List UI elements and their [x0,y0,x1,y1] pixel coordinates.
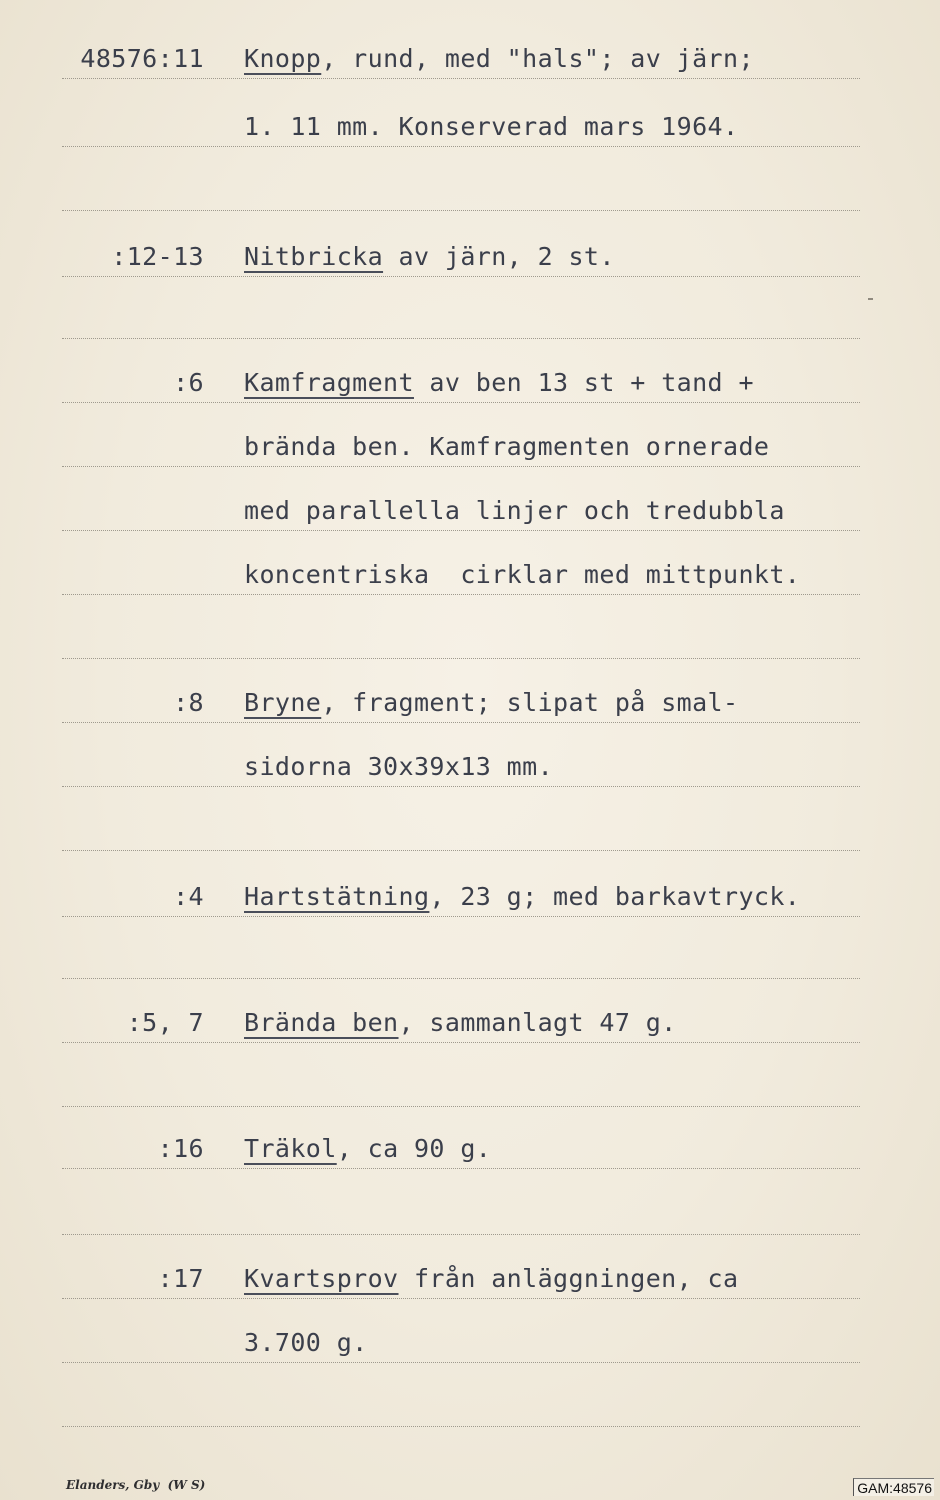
ruled-line [62,466,860,467]
entry-text-line [244,242,615,272]
item-name: Kvartsprov [244,1264,399,1293]
entry-text-line [244,112,738,142]
item-description: , 23 g; med barkavtryck. [429,882,801,911]
item-name: Träkol [244,1134,337,1163]
entry-number: :17 [157,1264,204,1293]
entry-text-line [244,44,754,74]
item-description: koncentriska cirklar med mittpunkt. [244,560,801,589]
entry-text-line [244,688,738,718]
item-name: Hartstätning [244,882,430,911]
ruled-line [62,1234,860,1235]
ruled-line [62,78,860,79]
ruled-line [62,786,860,787]
entry-number: :8 [173,688,204,717]
item-name: Nitbricka [244,242,384,271]
entry-number: 48576:11 [80,44,204,73]
entry-text-line [244,1264,738,1294]
item-description: , sammanlagt 47 g. [398,1008,677,1037]
ruled-line [62,1042,860,1043]
entry-number: :5, 7 [126,1008,204,1037]
ruled-line [62,210,860,211]
entry-text-line [244,368,754,398]
entry-number: :12-13 [111,242,204,271]
ruled-line [62,1298,860,1299]
ruled-line [62,658,860,659]
entry-number: :4 [173,882,204,911]
entry-text-line [244,1328,368,1358]
entry-number: :6 [173,368,204,397]
printer-imprint: Elanders, Gby (W S) [66,1478,206,1492]
item-description: 1. 11 mm. Konserverad mars 1964. [244,112,739,141]
item-description: , fragment; slipat på smal- [321,688,739,717]
item-description: från anläggningen, ca [398,1264,739,1293]
ruled-line [62,1426,860,1427]
entry-text-line [244,882,800,912]
ruled-line [62,1106,860,1107]
item-description: , ca 90 g. [336,1134,492,1163]
ruled-line [62,978,860,979]
margin-mark [868,298,873,300]
ruled-line [62,146,860,147]
item-description: brända ben. Kamfragmenten ornerade [244,432,770,461]
item-description: sidorna 30x39x13 mm. [244,752,554,781]
ruled-line [62,530,860,531]
ruled-line [62,916,860,917]
ruled-line [62,1362,860,1363]
item-name: Knopp [244,44,322,73]
item-description: av ben 13 st + tand + [413,368,754,397]
ruled-line [62,402,860,403]
ruled-line [62,276,860,277]
ruled-line [62,594,860,595]
entry-text-line [244,752,553,782]
item-description: med parallella linjer och tredubbla [244,496,785,525]
item-description: , rund, med "hals"; av järn; [321,44,754,73]
item-description: av järn, 2 st. [383,242,615,271]
ruled-line [62,722,860,723]
item-name: Bryne [244,688,322,717]
item-name: Brända ben [244,1008,399,1037]
entry-number: :16 [157,1134,204,1163]
ruled-line [62,1168,860,1169]
entry-text-line [244,496,785,526]
ruled-line [62,850,860,851]
ruled-line [62,338,860,339]
entry-text-line [244,432,769,462]
entry-text-line [244,1134,491,1164]
item-name: Kamfragment [244,368,414,397]
entry-text-line [244,1008,677,1038]
item-description: 3.700 g. [244,1328,368,1357]
entry-text-line [244,560,800,590]
catalog-stamp: GAM:48576 [853,1478,934,1496]
